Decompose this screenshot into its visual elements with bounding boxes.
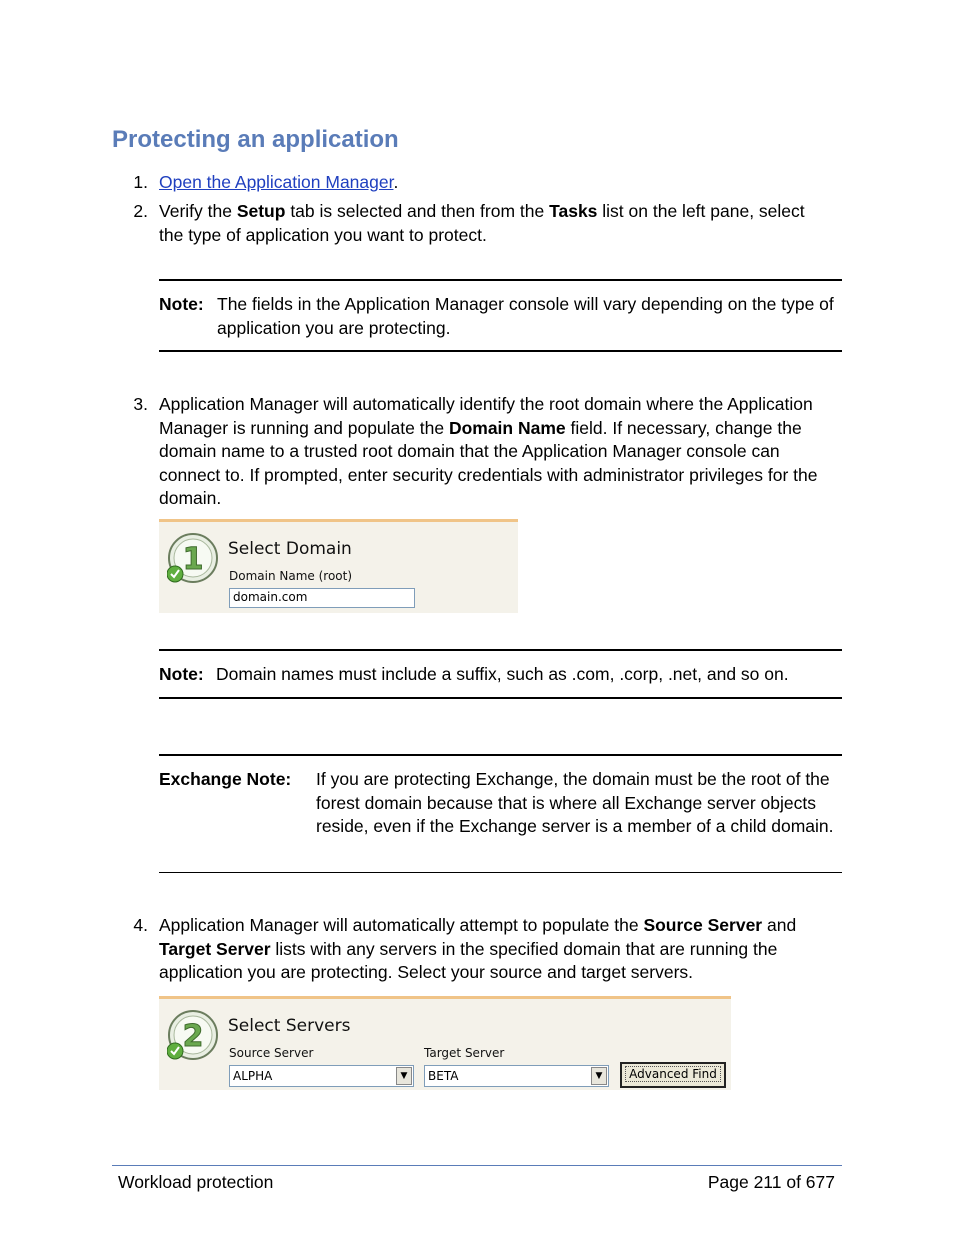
step-number: 2. bbox=[133, 201, 148, 221]
step-bold: Setup bbox=[236, 201, 286, 221]
note-divider bbox=[159, 872, 842, 873]
exchange-note-text: If you are protecting Exchange, the domain must be the root of the forest domain because that is where all Exchange server objects reside, even if the Exchange server is a member of a child domain. bbox=[316, 769, 834, 836]
footer-page-number: Page 211 of 677 bbox=[707, 1172, 835, 1192]
note-text: The fields in the Application Manager console will vary depending on the type of application you are protecting. bbox=[217, 294, 834, 338]
step-text: Verify the bbox=[159, 201, 237, 221]
source-server-select[interactable] bbox=[229, 1065, 414, 1087]
note-divider bbox=[159, 279, 842, 281]
note-divider bbox=[159, 697, 842, 699]
step-4 bbox=[159, 914, 847, 985]
open-application-manager-link[interactable]: Open the Application Manager bbox=[159, 172, 394, 192]
step-bold: Target Server bbox=[159, 938, 271, 959]
chevron-down-icon[interactable]: ▼ bbox=[591, 1067, 607, 1085]
step-text: . bbox=[393, 172, 399, 192]
target-server-select[interactable] bbox=[424, 1065, 609, 1087]
badge-number: 2 bbox=[182, 1019, 204, 1054]
source-server-value: ALPHA bbox=[233, 1069, 273, 1083]
advanced-find-label: Advanced Find bbox=[625, 1066, 721, 1082]
step-text: tab is selected and then from the bbox=[285, 201, 550, 221]
chevron-down-icon[interactable]: ▼ bbox=[396, 1067, 412, 1085]
note-divider bbox=[159, 350, 842, 352]
step-2 bbox=[159, 200, 819, 247]
step-1 bbox=[159, 171, 844, 195]
footer-divider bbox=[112, 1165, 842, 1166]
advanced-find-button[interactable] bbox=[620, 1062, 726, 1088]
step-bold: Domain Name bbox=[448, 417, 566, 438]
note-divider bbox=[159, 754, 842, 756]
target-server-value: BETA bbox=[428, 1069, 459, 1083]
step-bold: Source Server bbox=[643, 915, 763, 935]
domain-name-input[interactable]: domain.com bbox=[229, 588, 415, 608]
step-two-badge-icon bbox=[167, 1009, 219, 1061]
note-label: Note: bbox=[159, 664, 204, 684]
step-text: field. If necessary, change the domain name to a trusted root domain that the Application Manager console can connect to. If prompted, enter security credentials with administrator privileges for the domain. bbox=[159, 417, 818, 508]
note-divider bbox=[159, 649, 842, 651]
step-text: and bbox=[762, 915, 797, 935]
check-icon bbox=[167, 1043, 183, 1059]
badge-number: 1 bbox=[182, 542, 204, 577]
step-one-badge-icon bbox=[167, 532, 219, 584]
page-title: Protecting an application bbox=[112, 126, 399, 153]
select-servers-panel bbox=[159, 996, 731, 1090]
step-number: 4. bbox=[133, 915, 148, 935]
target-server-label: Target Server bbox=[424, 1046, 505, 1060]
step-text: Application Manager will automatically attempt to populate the bbox=[159, 915, 644, 935]
note-text: Domain names must include a suffix, such as .com, .corp, .net, and so on. bbox=[216, 664, 789, 684]
note-label: Note: bbox=[159, 294, 204, 314]
step-text: Application Manager will automatically identify the root domain where the Application Manager is running and populate the bbox=[159, 394, 813, 438]
source-server-label: Source Server bbox=[229, 1046, 314, 1060]
step-bold: Tasks bbox=[549, 201, 598, 221]
step-text: list on the left pane, select the type of application you want to protect. bbox=[159, 201, 805, 245]
step-number: 3. bbox=[133, 394, 148, 414]
footer-section: Workload protection bbox=[118, 1172, 274, 1192]
domain-name-label: Domain Name (root) bbox=[229, 569, 353, 583]
check-icon bbox=[167, 566, 183, 582]
step-number: 1. bbox=[133, 172, 148, 192]
step-3 bbox=[159, 393, 834, 511]
panel-title: Select Servers bbox=[228, 1016, 351, 1036]
step-text: lists with any servers in the specified domain that are running the application you are protecting. Select your source and target servers. bbox=[159, 938, 778, 982]
select-domain-panel bbox=[159, 519, 518, 613]
exchange-note-label: Exchange Note: bbox=[159, 769, 292, 789]
panel-title: Select Domain bbox=[228, 539, 352, 559]
